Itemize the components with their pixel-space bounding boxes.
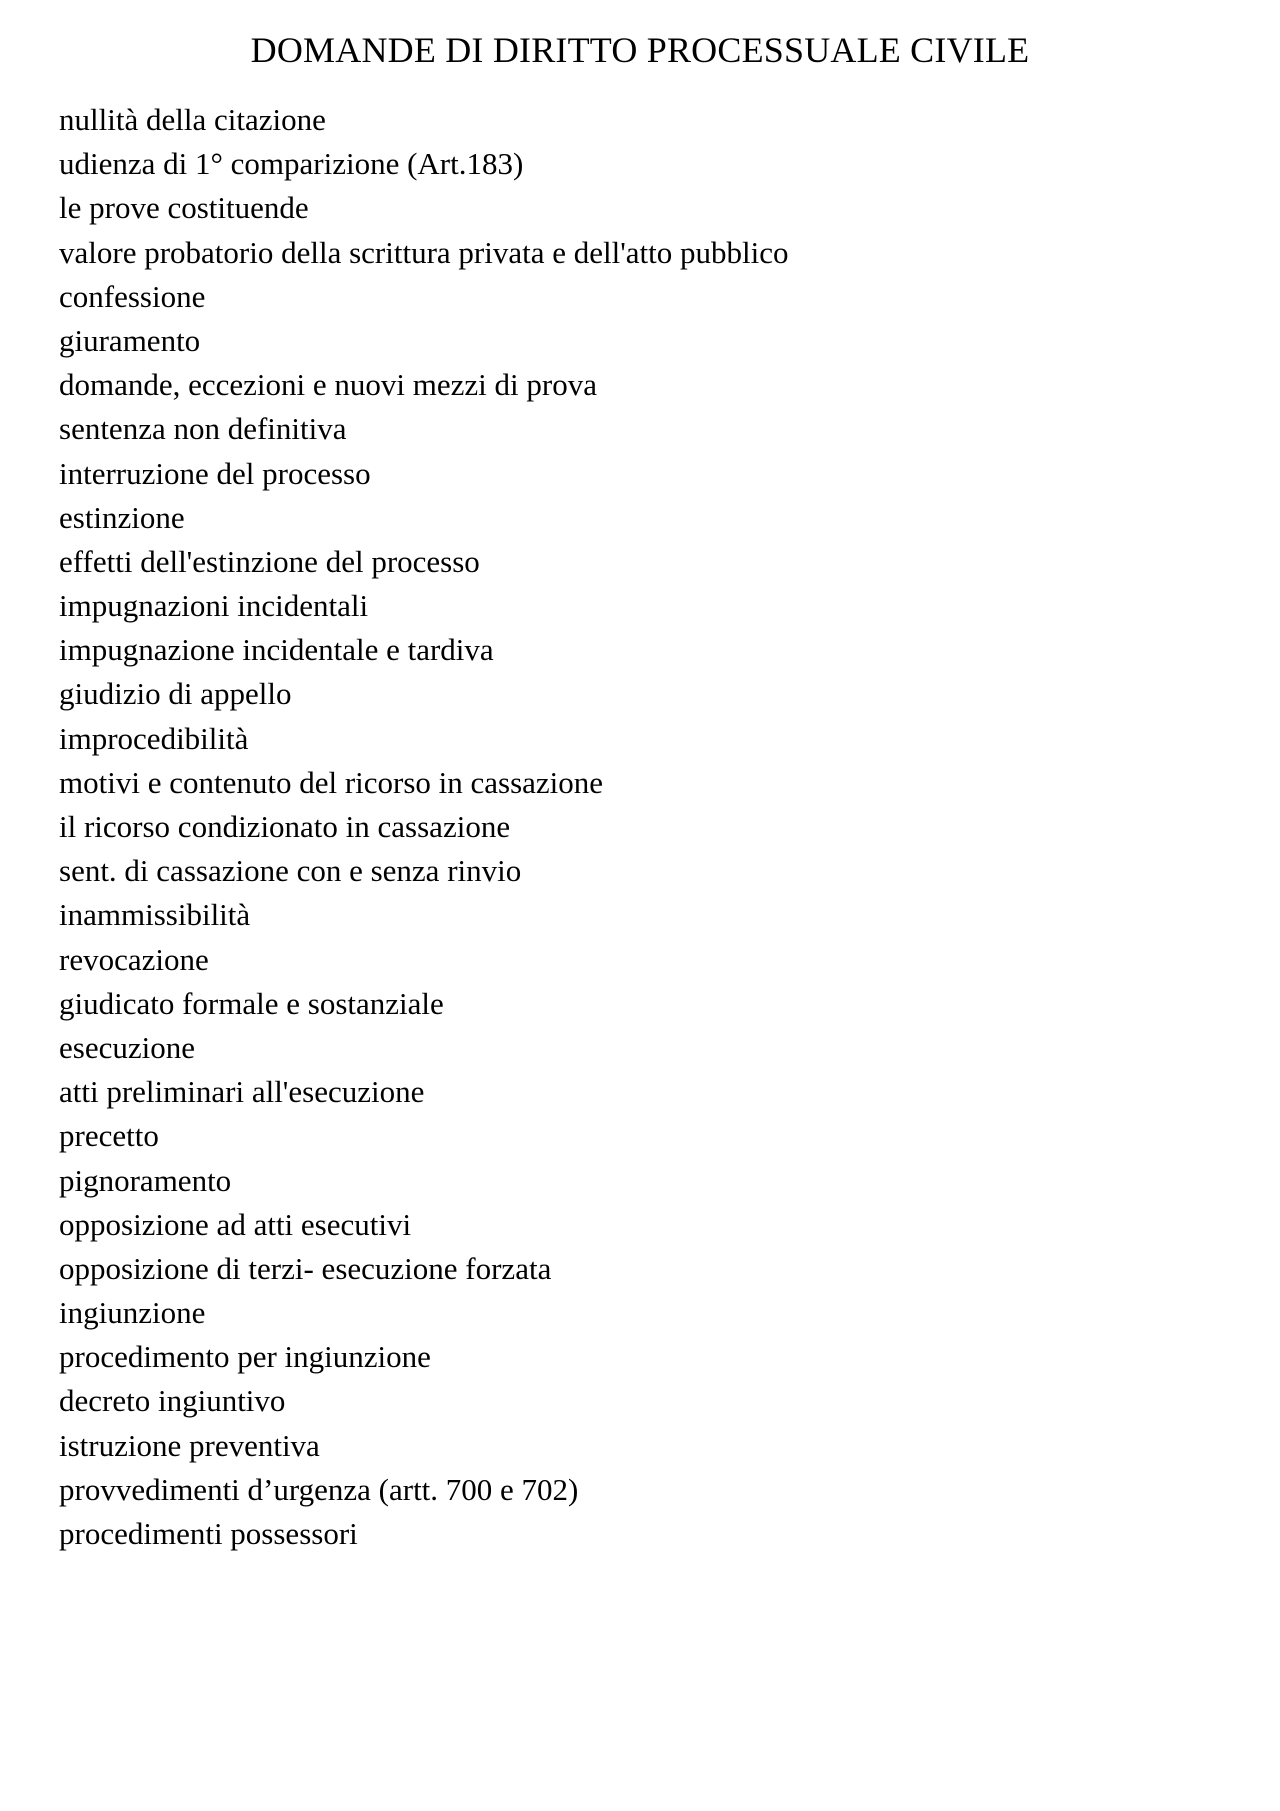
question-item: precetto: [59, 1118, 159, 1154]
question-item: interruzione del processo: [59, 455, 371, 491]
question-item: sent. di cassazione con e senza rinvio: [59, 853, 522, 889]
question-item: sentenza non definitiva: [59, 411, 347, 447]
question-item: atti preliminari all'esecuzione: [59, 1074, 425, 1110]
question-item: giudicato formale e sostanziale: [59, 985, 444, 1021]
question-item: effetti dell'estinzione del processo: [59, 543, 480, 579]
question-item: esecuzione: [59, 1029, 195, 1065]
question-item: revocazione: [59, 941, 209, 977]
question-item: impugnazione incidentale e tardiva: [59, 632, 494, 668]
document-title: DOMANDE DI DIRITTO PROCESSUALE CIVILE: [250, 30, 1030, 70]
question-item: udienza di 1° comparizione (Art.183): [59, 146, 524, 182]
question-item: motivi e contenuto del ricorso in cassazione: [59, 764, 604, 800]
question-item: improcedibilità: [59, 720, 249, 756]
question-item: il ricorso condizionato in cassazione: [59, 809, 511, 844]
question-item: procedimento per ingiunzione: [59, 1339, 431, 1375]
question-item: provvedimenti d’urgenza (artt. 700 e 702): [59, 1471, 579, 1507]
question-item: domande, eccezioni e nuovi mezzi di prova: [59, 367, 597, 403]
question-item: istruzione preventiva: [59, 1427, 320, 1463]
question-item: impugnazioni incidentali: [59, 588, 369, 624]
question-item: pignoramento: [59, 1162, 232, 1198]
question-list: [59, 98, 789, 1556]
question-item: opposizione di terzi- esecuzione forzata: [59, 1250, 552, 1286]
question-item: decreto ingiuntivo: [59, 1383, 286, 1419]
question-item: valore probatorio della scrittura privata e dell'atto pubblico: [59, 234, 789, 270]
question-item: giudizio di appello: [59, 676, 292, 712]
question-item: estinzione: [59, 499, 185, 535]
question-item: opposizione ad atti esecutivi: [59, 1206, 412, 1242]
question-item: inammissibilità: [59, 897, 251, 933]
question-item: nullità della citazione: [59, 102, 326, 137]
question-item: procedimenti possessori: [59, 1516, 358, 1551]
question-item: giuramento: [59, 322, 201, 358]
question-item: ingiunzione: [59, 1295, 206, 1331]
question-item: le prove costituende: [59, 190, 309, 226]
question-item: confessione: [59, 278, 206, 314]
